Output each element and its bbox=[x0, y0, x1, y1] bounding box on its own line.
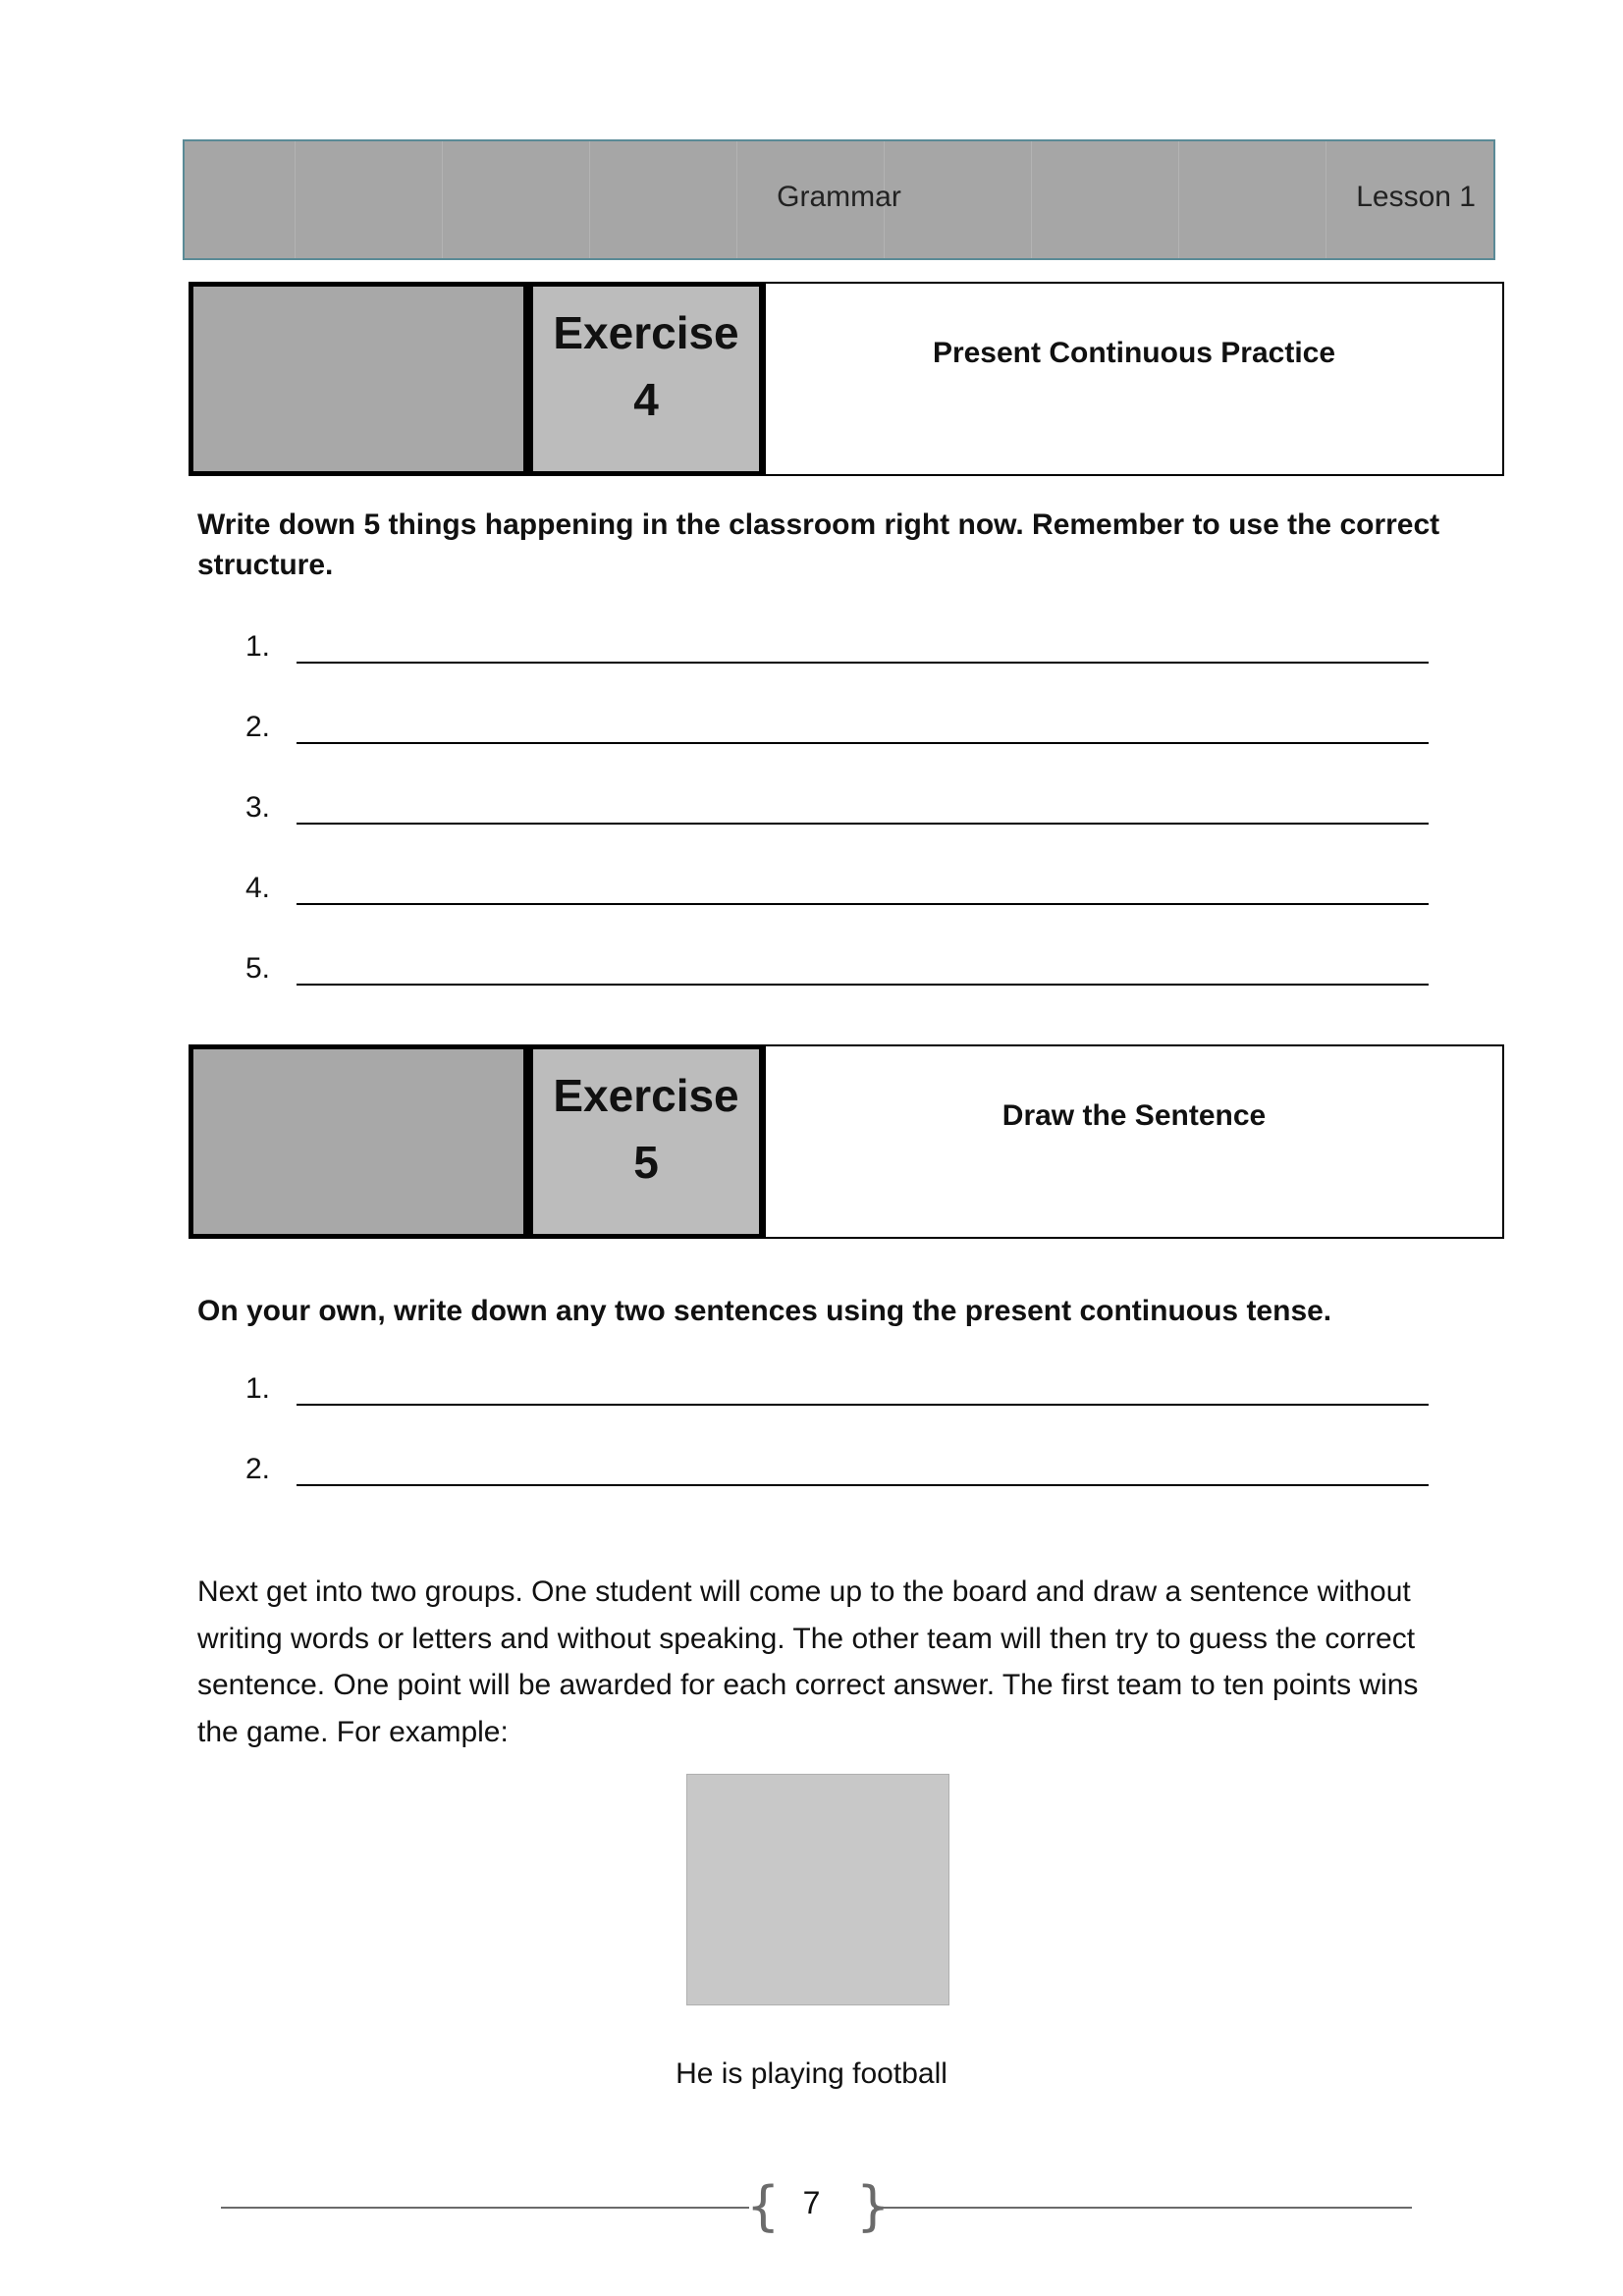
exercise-title-box bbox=[764, 1044, 1504, 1239]
example-image-placeholder bbox=[686, 1774, 949, 2005]
header-band bbox=[183, 139, 1495, 260]
answer-line[interactable] bbox=[245, 952, 1429, 991]
page-number: 7 bbox=[802, 2185, 821, 2220]
line-number: 4. bbox=[245, 872, 271, 904]
answer-line[interactable] bbox=[245, 791, 1429, 830]
answer-line[interactable] bbox=[245, 711, 1429, 750]
exercise-5-banner bbox=[189, 1044, 1504, 1239]
header-subject: Grammar bbox=[777, 181, 901, 213]
exercise-number: 5 bbox=[633, 1137, 659, 1188]
example-caption: He is playing football bbox=[676, 2057, 947, 2090]
exercise-word: Exercise bbox=[553, 1070, 739, 1121]
header-lesson: Lesson 1 bbox=[1356, 181, 1476, 213]
exercise-word: Exercise bbox=[553, 307, 739, 358]
line-number: 2. bbox=[245, 711, 271, 743]
exercise-title: Present Continuous Practice bbox=[932, 337, 1336, 369]
line-number: 1. bbox=[245, 1372, 271, 1405]
brace-left-icon: { bbox=[746, 2175, 781, 2237]
answer-line[interactable] bbox=[245, 1453, 1429, 1492]
exercise-label bbox=[528, 1044, 764, 1239]
exercise-title: Draw the Sentence bbox=[1001, 1099, 1267, 1132]
exercise-image-placeholder bbox=[189, 1044, 528, 1239]
line-number: 2. bbox=[245, 1453, 271, 1485]
line-number: 1. bbox=[245, 630, 271, 663]
game-instructions: Next get into two groups. One student will come up to the board and draw a sentence without writing words or letters and without speaking. The other team will then try to guess the correct sentence. One point will be awarded for each correct answer. The first team to ten points wins the game. For example: bbox=[197, 1575, 1419, 1748]
answer-line[interactable] bbox=[245, 630, 1429, 669]
line-number: 3. bbox=[245, 791, 271, 824]
brace-right-icon: } bbox=[856, 2175, 891, 2237]
answer-line[interactable] bbox=[245, 1372, 1429, 1412]
exercise-5-instruction: On your own, write down any two sentences using the present continuous tense. bbox=[197, 1295, 1332, 1327]
exercise-number: 4 bbox=[633, 374, 659, 425]
line-number: 5. bbox=[245, 952, 271, 985]
exercise-4-banner bbox=[189, 282, 1504, 476]
exercise-title-box bbox=[764, 282, 1504, 476]
exercise-4-instruction: Write down 5 things happening in the classroom right now. Remember to use the correct structure. bbox=[197, 508, 1440, 581]
exercise-label bbox=[528, 282, 764, 476]
exercise-image-placeholder bbox=[189, 282, 528, 476]
answer-line[interactable] bbox=[245, 872, 1429, 911]
